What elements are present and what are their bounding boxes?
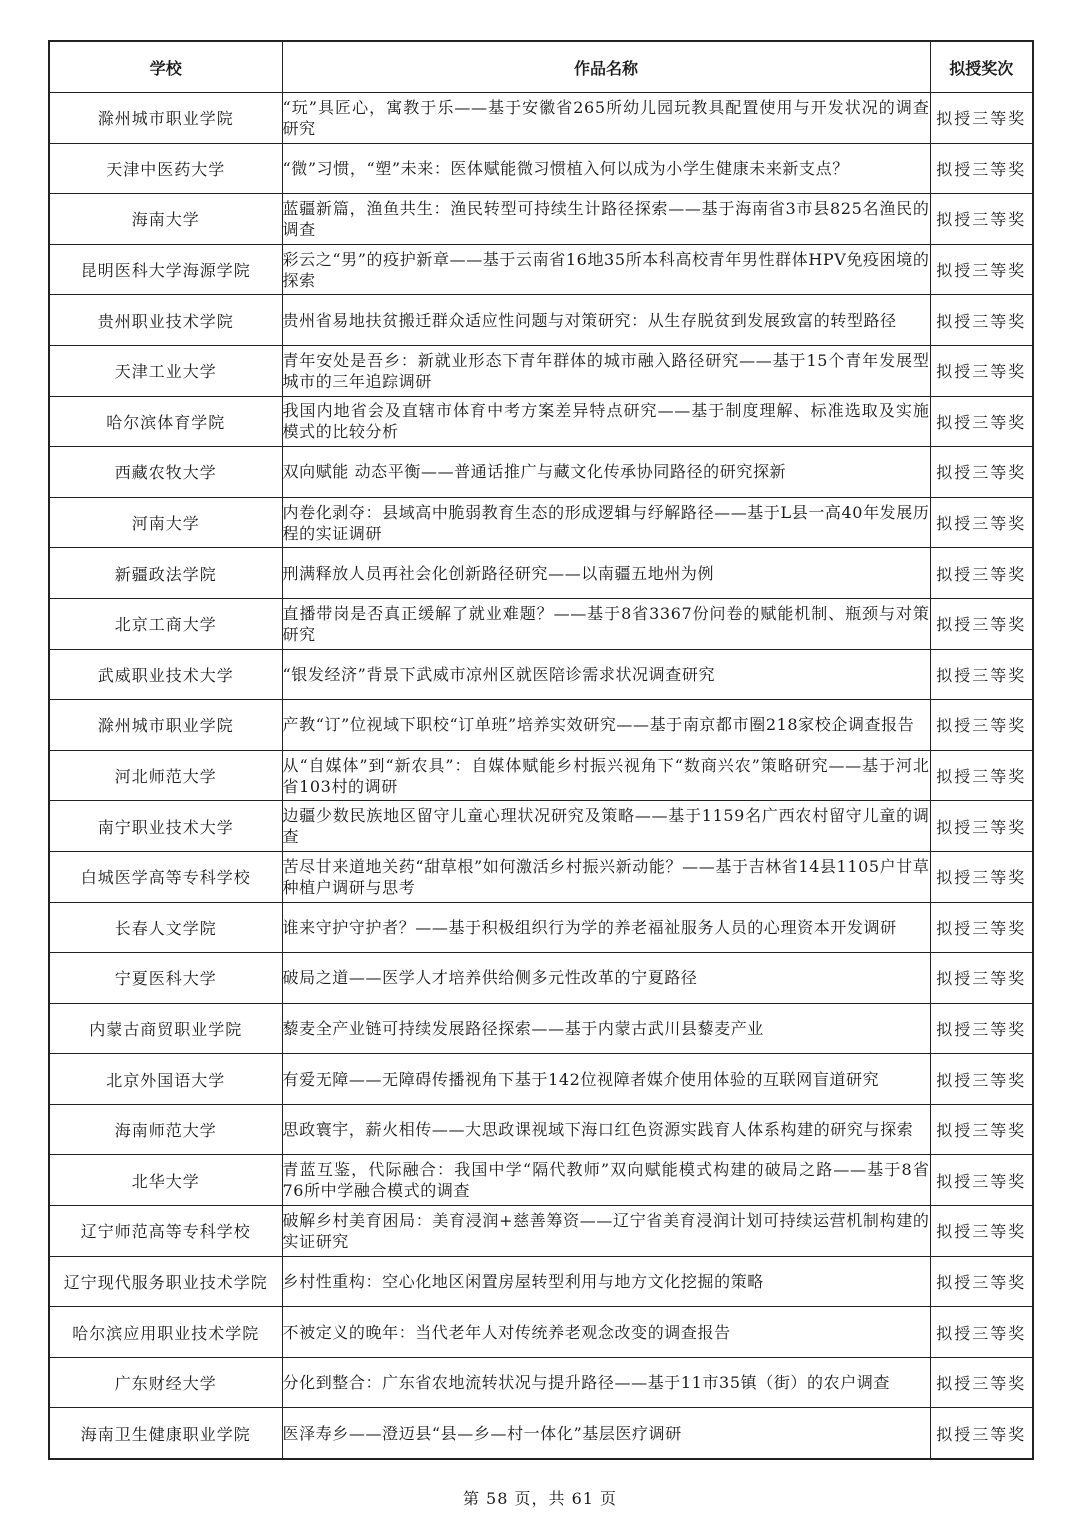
school-cell: 滁州城市职业学院	[49, 700, 282, 751]
title-cell: 蓝疆新篇，渔鱼共生：渔民转型可持续生计路径探索——基于海南省3市县825名渔民的调查	[282, 194, 930, 245]
school-cell: 武威职业技术大学	[49, 649, 282, 700]
school-cell: 北京工商大学	[49, 598, 282, 649]
award-cell: 拟授三等奖	[930, 1104, 1033, 1155]
title-cell: 有爱无障——无障碍传播视角下基于142位视障者媒介使用体验的互联网盲道研究	[282, 1054, 930, 1105]
school-cell: 滁州城市职业学院	[49, 93, 282, 144]
title-cell: 彩云之“男”的疫护新章——基于云南省16地35所本科高校青年男性群体HPV免疫困境的探索	[282, 244, 930, 295]
table-row	[49, 1307, 1033, 1358]
title-cell: 破解乡村美育困局：美育浸润+慈善筹资——辽宁省美育浸润计划可持续运营机制构建的实证研究	[282, 1206, 930, 1257]
award-cell: 拟授三等奖	[930, 93, 1033, 144]
award-cell: 拟授三等奖	[930, 1054, 1033, 1105]
table-row	[49, 750, 1033, 801]
award-cell: 拟授三等奖	[930, 345, 1033, 396]
title-cell: “银发经济”背景下武威市凉州区就医陪诊需求状况调查研究	[282, 649, 930, 700]
title-cell: 刑满释放人员再社会化创新路径研究——以南疆五地州为例	[282, 548, 930, 599]
table-row	[49, 1155, 1033, 1206]
school-cell: 海南卫生健康职业学院	[49, 1408, 282, 1459]
school-cell: 内蒙古商贸职业学院	[49, 1003, 282, 1054]
school-cell: 北华大学	[49, 1155, 282, 1206]
school-cell: 哈尔滨应用职业技术学院	[49, 1307, 282, 1358]
table-row	[49, 851, 1033, 902]
award-cell: 拟授三等奖	[930, 143, 1033, 194]
table-row	[49, 447, 1033, 498]
award-cell: 拟授三等奖	[930, 1307, 1033, 1358]
awards-table	[48, 40, 1034, 1460]
table-header-row	[49, 41, 1033, 93]
table-row	[49, 1054, 1033, 1105]
title-cell: 双向赋能 动态平衡——普通话推广与藏文化传承协同路径的研究探新	[282, 447, 930, 498]
school-cell: 天津中医药大学	[49, 143, 282, 194]
table-row	[49, 548, 1033, 599]
award-cell: 拟授三等奖	[930, 1155, 1033, 1206]
school-cell: 南宁职业技术大学	[49, 801, 282, 852]
title-cell: 不被定义的晚年：当代老年人对传统养老观念改变的调查报告	[282, 1307, 930, 1358]
award-cell: 拟授三等奖	[930, 700, 1033, 751]
award-cell: 拟授三等奖	[930, 750, 1033, 801]
title-cell: 我国内地省会及直辖市体育中考方案差异特点研究——基于制度理解、标准选取及实施模式的比较分析	[282, 396, 930, 447]
school-cell: 新疆政法学院	[49, 548, 282, 599]
header-school: 学校	[49, 41, 282, 93]
award-cell: 拟授三等奖	[930, 1408, 1033, 1459]
award-cell: 拟授三等奖	[930, 801, 1033, 852]
table-row	[49, 1206, 1033, 1257]
school-cell: 海南师范大学	[49, 1104, 282, 1155]
table-row	[49, 244, 1033, 295]
table-row	[49, 700, 1033, 751]
title-cell: 医泽寿乡——澄迈县“县—乡—村一体化”基层医疗调研	[282, 1408, 930, 1459]
school-cell: 河南大学	[49, 497, 282, 548]
school-cell: 长春人文学院	[49, 902, 282, 953]
award-cell: 拟授三等奖	[930, 194, 1033, 245]
school-cell: 西藏农牧大学	[49, 447, 282, 498]
table-row	[49, 598, 1033, 649]
header-award: 拟授奖次	[930, 41, 1033, 93]
title-cell: 破局之道——医学人才培养供给侧多元性改革的宁夏路径	[282, 953, 930, 1004]
school-cell: 辽宁现代服务职业技术学院	[49, 1256, 282, 1307]
table-row	[49, 345, 1033, 396]
title-cell: 分化到整合：广东省农地流转状况与提升路径——基于11市35镇（街）的农户调查	[282, 1357, 930, 1408]
award-cell: 拟授三等奖	[930, 447, 1033, 498]
title-cell: 思政寰宇，薪火相传——大思政课视域下海口红色资源实践育人体系构建的研究与探索	[282, 1104, 930, 1155]
title-cell: 贵州省易地扶贫搬迁群众适应性问题与对策研究：从生存脱贫到发展致富的转型路径	[282, 295, 930, 346]
table-row	[49, 295, 1033, 346]
school-cell: 河北师范大学	[49, 750, 282, 801]
table-row	[49, 953, 1033, 1004]
title-cell: 苦尽甘来道地关药“甜草根”如何激活乡村振兴新动能？——基于吉林省14县1105户甘草种植户调研与思考	[282, 851, 930, 902]
school-cell: 哈尔滨体育学院	[49, 396, 282, 447]
table-row	[49, 1104, 1033, 1155]
table-row	[49, 143, 1033, 194]
award-cell: 拟授三等奖	[930, 598, 1033, 649]
award-cell: 拟授三等奖	[930, 497, 1033, 548]
title-cell: 藜麦全产业链可持续发展路径探索——基于内蒙古武川县藜麦产业	[282, 1003, 930, 1054]
award-cell: 拟授三等奖	[930, 244, 1033, 295]
title-cell: 青蓝互鉴，代际融合：我国中学“隔代教师”双向赋能模式构建的破局之路——基于8省76所中学融合模式的调查	[282, 1155, 930, 1206]
award-cell: 拟授三等奖	[930, 851, 1033, 902]
table-row	[49, 497, 1033, 548]
title-cell: 从“自媒体”到“新农具”：自媒体赋能乡村振兴视角下“数商兴农”策略研究——基于河北省103村的调研	[282, 750, 930, 801]
award-cell: 拟授三等奖	[930, 1357, 1033, 1408]
title-cell: 直播带岗是否真正缓解了就业难题？——基于8省3367份问卷的赋能机制、瓶颈与对策研究	[282, 598, 930, 649]
award-cell: 拟授三等奖	[930, 1256, 1033, 1307]
table-row	[49, 1357, 1033, 1408]
school-cell: 白城医学高等专科学校	[49, 851, 282, 902]
award-cell: 拟授三等奖	[930, 548, 1033, 599]
school-cell: 广东财经大学	[49, 1357, 282, 1408]
school-cell: 海南大学	[49, 194, 282, 245]
award-cell: 拟授三等奖	[930, 1206, 1033, 1257]
table-row	[49, 1256, 1033, 1307]
title-cell: “微”习惯，“塑”未来：医体赋能微习惯植入何以成为小学生健康未来新支点？	[282, 143, 930, 194]
title-cell: 谁来守护守护者？——基于积极组织行为学的养老福祉服务人员的心理资本开发调研	[282, 902, 930, 953]
header-title: 作品名称	[282, 41, 930, 93]
table-row	[49, 801, 1033, 852]
page-footer: 第 58 页，共 61 页	[462, 1489, 618, 1508]
title-cell: 乡村性重构：空心化地区闲置房屋转型利用与地方文化挖掘的策略	[282, 1256, 930, 1307]
table-row	[49, 902, 1033, 953]
table-row	[49, 649, 1033, 700]
award-cell: 拟授三等奖	[930, 953, 1033, 1004]
table-row	[49, 1003, 1033, 1054]
school-cell: 天津工业大学	[49, 345, 282, 396]
title-cell: 青年安处是吾乡：新就业形态下青年群体的城市融入路径研究——基于15个青年发展型城市的三年追踪调研	[282, 345, 930, 396]
school-cell: 辽宁师范高等专科学校	[49, 1206, 282, 1257]
table-row	[49, 194, 1033, 245]
table-row	[49, 1408, 1033, 1459]
title-cell: 内卷化剥夺：县域高中脆弱教育生态的形成逻辑与纾解路径——基于L县一高40年发展历程的实证调研	[282, 497, 930, 548]
title-cell: “玩”具匠心，寓教于乐——基于安徽省265所幼儿园玩教具配置使用与开发状况的调查研究	[282, 93, 930, 144]
school-cell: 北京外国语大学	[49, 1054, 282, 1105]
award-cell: 拟授三等奖	[930, 649, 1033, 700]
school-cell: 昆明医科大学海源学院	[49, 244, 282, 295]
title-cell: 边疆少数民族地区留守儿童心理状况研究及策略——基于1159名广西农村留守儿童的调查	[282, 801, 930, 852]
award-cell: 拟授三等奖	[930, 295, 1033, 346]
award-cell: 拟授三等奖	[930, 902, 1033, 953]
school-cell: 宁夏医科大学	[49, 953, 282, 1004]
table-row	[49, 93, 1033, 144]
title-cell: 产教“订”位视域下职校“订单班”培养实效研究——基于南京都市圈218家校企调查报告	[282, 700, 930, 751]
table-row	[49, 396, 1033, 447]
award-cell: 拟授三等奖	[930, 1003, 1033, 1054]
award-cell: 拟授三等奖	[930, 396, 1033, 447]
school-cell: 贵州职业技术学院	[49, 295, 282, 346]
